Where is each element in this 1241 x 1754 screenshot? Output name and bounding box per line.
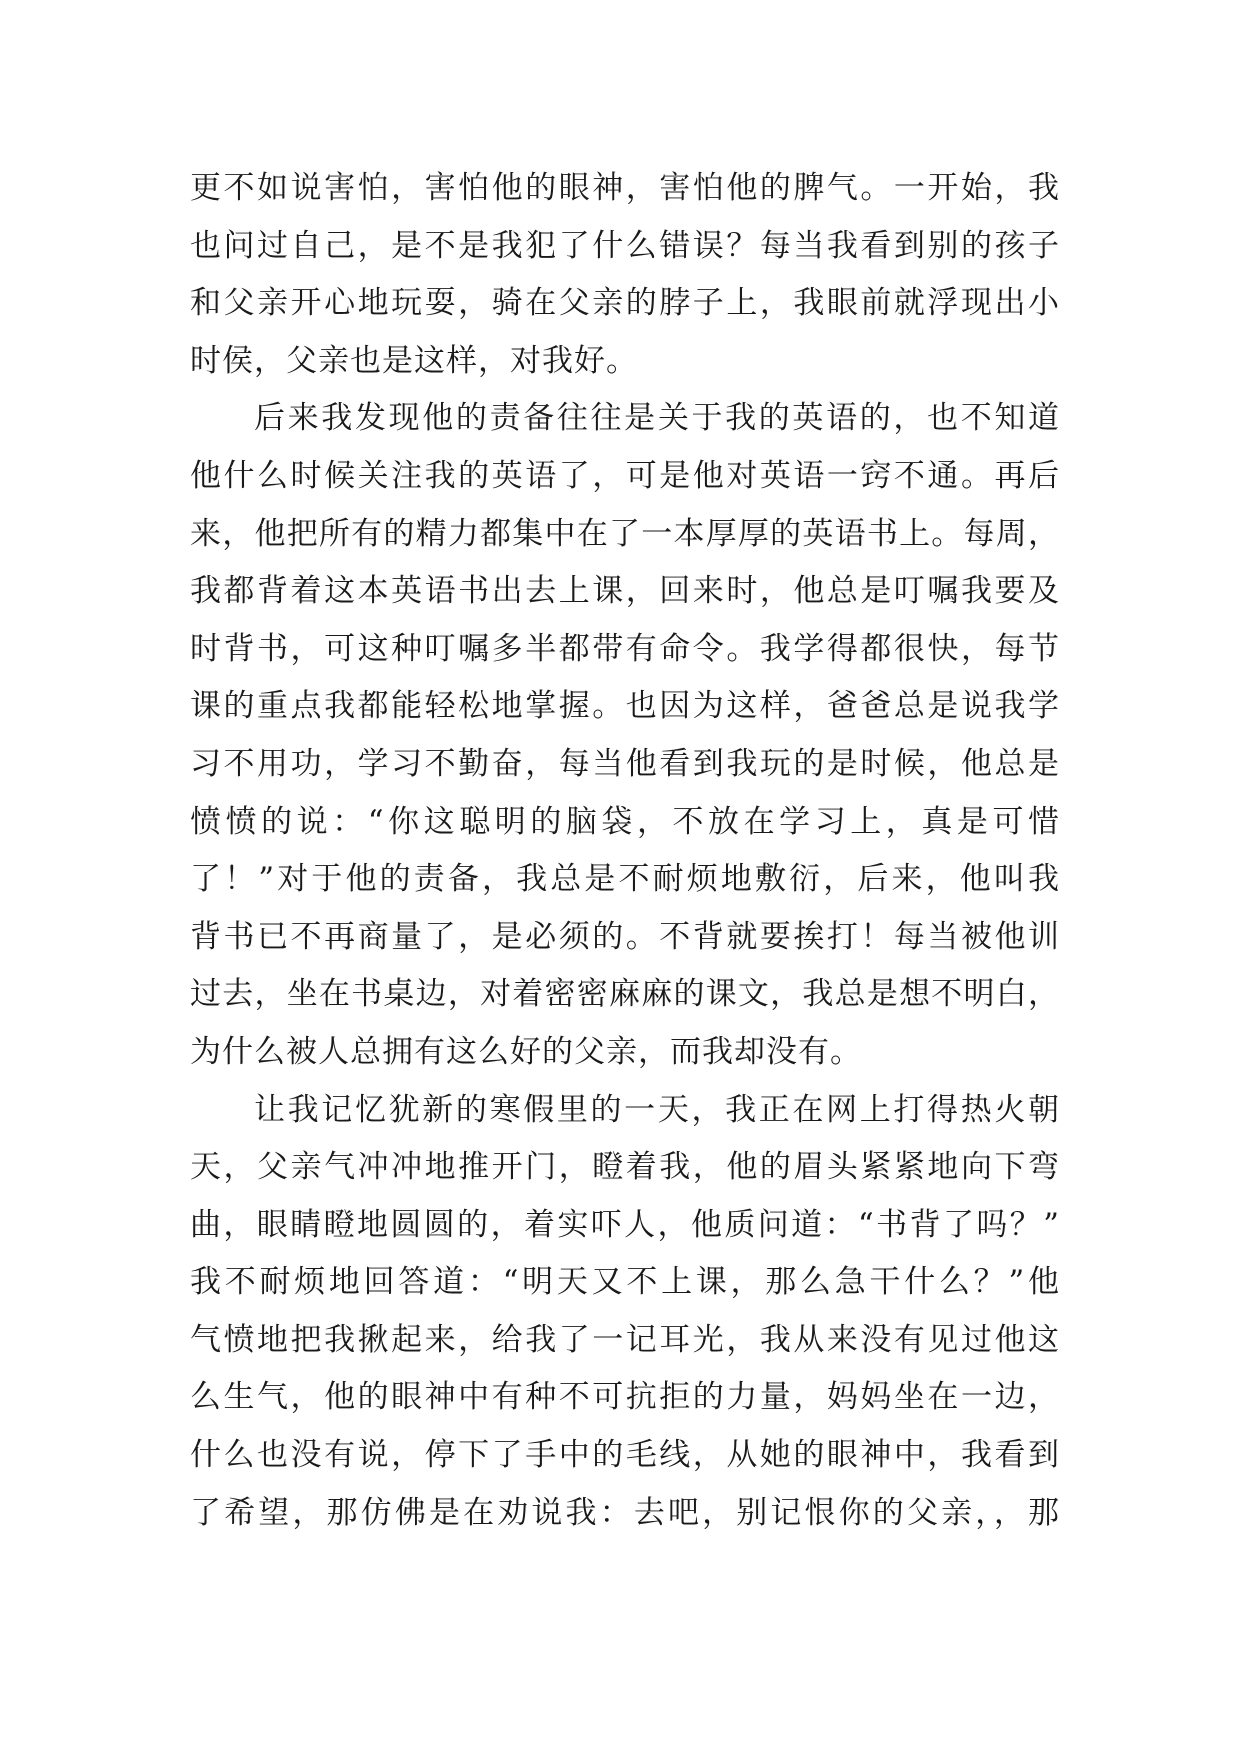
text-line: 什么也没有说，停下了手中的毛线，从她的眼神中，我看到 <box>190 1437 1060 1474</box>
text-line: 了希望，那仿佛是在劝说我：去吧，别记恨你的父亲，，那 <box>190 1494 1060 1531</box>
text-line: 习不用功，学习不勤奋，每当他看到我玩的是时候，他总是 <box>190 745 1060 782</box>
text-line: 过去，坐在书桌边，对着密密麻麻的课文，我总是想不明白， <box>190 976 1060 1013</box>
text-line: 和父亲开心地玩耍，骑在父亲的脖子上，我眼前就浮现出小 <box>190 285 1060 322</box>
body-text <box>190 160 1060 1542</box>
text-line: 也问过自己，是不是我犯了什么错误？每当我看到别的孩子 <box>190 227 1060 264</box>
text-line: 来，他把所有的精力都集中在了一本厚厚的英语书上。每周， <box>190 515 1060 552</box>
text-line: 么生气，他的眼神中有种不可抗拒的力量，妈妈坐在一边， <box>190 1379 1060 1416</box>
paragraph-start-line: 让我记忆犹新的寒假里的一天，我正在网上打得热火朝 <box>254 1091 1060 1128</box>
text-line: 为什么被人总拥有这么好的父亲，而我却没有。 <box>190 1033 862 1070</box>
text-line: 愤愤的说：“你这聪明的脑袋，不放在学习上，真是可惜 <box>190 803 1060 840</box>
paragraph-start-line: 后来我发现他的责备往往是关于我的英语的，也不知道 <box>254 400 1060 437</box>
text-line: 更不如说害怕，害怕他的眼神，害怕他的脾气。一开始，我 <box>190 170 1060 206</box>
text-line: 我不耐烦地回答道：“明天又不上课，那么急干什么？”他 <box>190 1264 1060 1301</box>
text-line: 我都背着这本英语书出去上课，回来时，他总是叮嘱我要及 <box>190 573 1060 610</box>
text-line: 时背书，可这种叮嘱多半都带有命令。我学得都很快，每节 <box>190 630 1060 667</box>
text-line: 他什么时候关注我的英语了，可是他对英语一窍不通。再后 <box>190 457 1060 494</box>
text-line: 曲，眼睛瞪地圆圆的，着实吓人，他质问道：“书背了吗？” <box>190 1206 1060 1243</box>
text-line: 课的重点我都能轻松地掌握。也因为这样，爸爸总是说我学 <box>190 688 1060 725</box>
text-line: 时侯，父亲也是这样，对我好。 <box>190 342 638 379</box>
text-line: 了！”对于他的责备，我总是不耐烦地敷衍，后来，他叫我 <box>190 861 1060 898</box>
text-line: 气愤地把我揪起来，给我了一记耳光，我从来没有见过他这 <box>190 1321 1060 1358</box>
text-line: 天，父亲气冲冲地推开门，瞪着我，他的眉头紧紧地向下弯 <box>190 1149 1060 1186</box>
text-line: 背书已不再商量了，是必须的。不背就要挨打！每当被他训 <box>190 918 1060 955</box>
